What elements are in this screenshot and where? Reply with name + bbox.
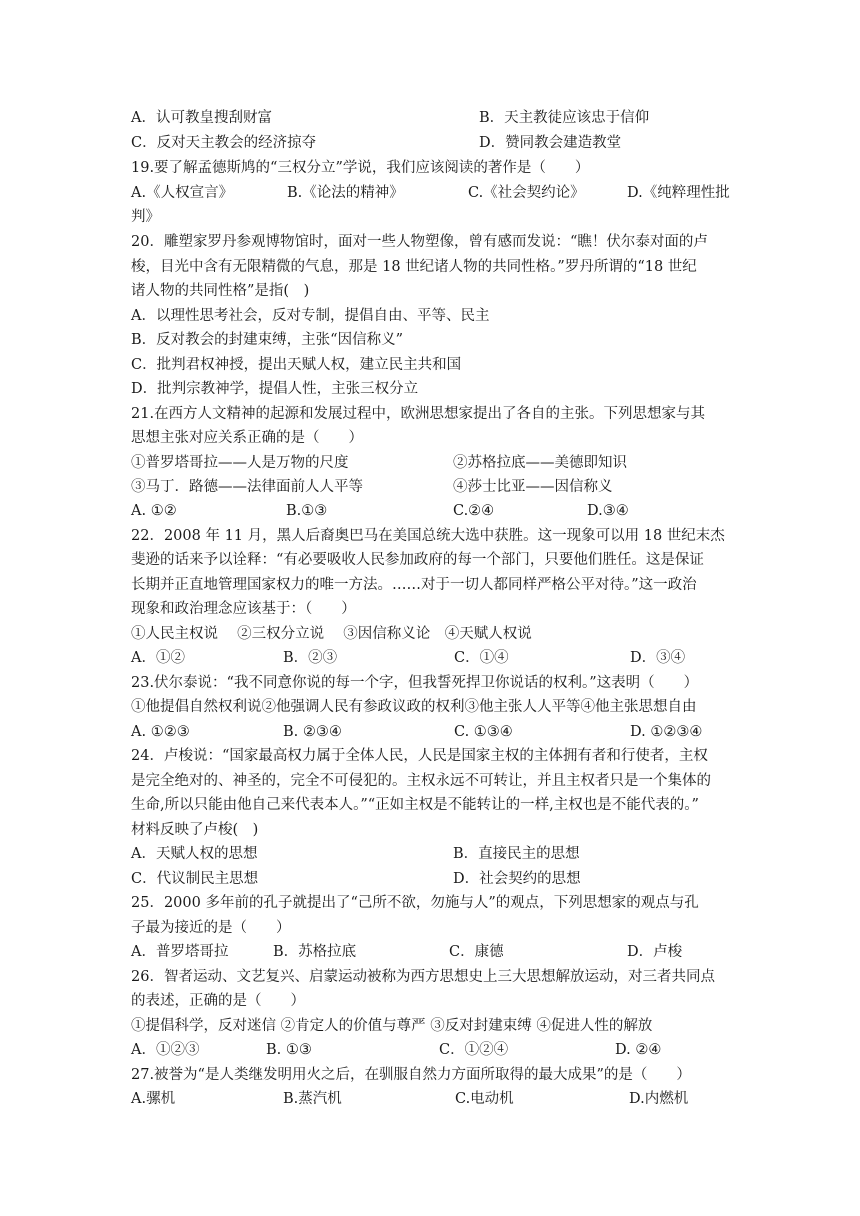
question-22-stem-line-3: 长期并正直地管理国家权力的唯一方法。……对于一切人都同样严格公平对待。”这一政治	[131, 577, 697, 593]
question-21-stem-line-1: 21.在西方人文精神的起源和发展过程中，欧洲思想家提出了各自的主张。下列思想家与其	[131, 406, 706, 422]
question-19-options-cont: 判》	[131, 209, 160, 225]
question-22-items: ①人民主权说 ②三权分立说 ③因信称义论 ④天赋人权说	[131, 626, 532, 642]
question-21-stem-line-2: 思想主张对应关系正确的是（ ）	[131, 430, 363, 446]
question-19-stem: 19.要了解孟德斯鸠的“三权分立”学说，我们应该阅读的著作是（ ）	[131, 160, 590, 176]
option-c: C. ①③④	[454, 724, 513, 740]
option-d: D．赞同教会建造教堂	[479, 135, 622, 151]
question-20-stem-line-1: 20．雕塑家罗丹参观博物馆时，面对一些人物塑像，曾有感而发说：“瞧！伏尔泰对面的卢	[131, 234, 708, 250]
question-23-stem: 23.伏尔泰说：“我不同意你说的每一个字，但我誓死捍卫你说话的权利。”这表明（ ）	[131, 675, 699, 691]
option-a: A．普罗塔哥拉	[131, 944, 229, 960]
option-b: B．直接民主的思想	[453, 846, 580, 862]
option-d: D.③④	[587, 503, 629, 519]
question-26-stem-line-1: 26．智者运动、文艺复兴、启蒙运动被称为西方思想史上三大思想解放运动，对三者共同点	[131, 969, 715, 985]
option-b: B. ②③④	[283, 724, 342, 740]
question-20-option-a: A．以理性思考社会，反对专制，提倡自由、平等、民主	[131, 308, 490, 324]
statement-item: ④莎士比亚——因信称义	[453, 479, 613, 495]
question-27-stem: 27.被誉为“是人类继发明用火之后，在驯服自然力方面所取得的最大成果”的是（ ）	[131, 1067, 691, 1083]
question-24-stem-line-1: 24．卢梭说：“国家最高权力属于全体人民，人民是国家主权的主体拥有者和行使者，主权	[131, 748, 708, 764]
option-b: B．天主教徒应该忠于信仰	[479, 110, 650, 126]
option-d: D．社会契约的思想	[453, 871, 581, 887]
option-a: A. ①②③	[131, 724, 190, 740]
option-d: D.《纯粹理性批	[627, 185, 730, 201]
option-a: A．认可教皇搜刮财富	[131, 110, 272, 126]
question-25-stem-line-2: 子最为接近的是（ ）	[131, 920, 291, 936]
question-26-items: ①提倡科学，反对迷信 ②肯定人的价值与尊严 ③反对封建束缚 ④促进人性的解放	[131, 1018, 653, 1034]
question-26-stem-line-2: 的表述，正确的是（ ）	[131, 993, 305, 1009]
question-23-items: ①他提倡自然权利说②他强调人民有参政议政的权利③他主张人人平等④他主张思想自由	[131, 699, 697, 715]
option-b: B.《论法的精神》	[287, 185, 404, 201]
question-25-stem-line-1: 25．2000 多年前的孔子就提出了“己所不欲，勿施与人”的观点，下列思想家的观点与孔	[131, 895, 699, 911]
option-d: D. ②④	[615, 1042, 662, 1058]
option-d: D. ①②③④	[630, 724, 703, 740]
statement-item: ③马丁．路德——法律面前人人平等	[131, 479, 363, 495]
option-c: C．①④	[454, 650, 509, 666]
option-c: C.电动机	[455, 1091, 514, 1107]
option-d: D．③④	[630, 650, 686, 666]
question-22-stem-line-1: 22．2008 年 11 月，黑人后裔奥巴马在美国总统大选中获胜。这一现象可以用 18 世纪末杰	[131, 528, 725, 544]
question-24-stem-line-4: 材料反映了卢梭( )	[131, 822, 259, 838]
question-20-stem-line-3: 诸人物的共同性格”是指( )	[131, 283, 310, 299]
option-d: D．卢梭	[627, 944, 683, 960]
option-c: C．代议制民主思想	[131, 871, 259, 887]
question-24-stem-line-2: 是完全绝对的、神圣的，完全不可侵犯的。主权永远不可转让，并且主权者只是一个集体的	[131, 773, 711, 789]
option-c: C．反对天主教会的经济掠夺	[131, 135, 317, 151]
option-c: C．①②④	[439, 1042, 509, 1058]
statement-item: ①普罗塔哥拉——人是万物的尺度	[131, 455, 349, 471]
question-22-stem-line-4: 现象和政治理念应该基于：（ ）	[131, 601, 356, 617]
option-a: A.骡机	[131, 1091, 176, 1107]
option-a: A．①②③	[131, 1042, 200, 1058]
option-c: C.《社会契约论》	[468, 185, 585, 201]
question-20-stem-line-2: 梭，目光中含有无限精微的气息，那是 18 世纪诸人物的共同性格。”罗丹所谓的“18 世纪	[131, 259, 697, 275]
option-b: B.蒸汽机	[283, 1091, 342, 1107]
option-b: B．苏格拉底	[273, 944, 357, 960]
option-b: B．②③	[283, 650, 338, 666]
question-24-stem-line-3: 生命,所以只能由他自己来代表本人。”“正如主权是不能转让的一样,主权也是不能代表的。”	[131, 797, 699, 813]
option-d: D.内燃机	[629, 1091, 689, 1107]
question-20-option-b: B．反对教会的封建束缚，主张“因信称义”	[131, 332, 403, 348]
option-a: A．①②	[131, 650, 185, 666]
option-a: A. ①②	[131, 503, 177, 519]
option-b: B. ①③	[266, 1042, 312, 1058]
question-22-stem-line-2: 斐逊的话来予以诠释：“有必要吸收人民参加政府的每一个部门，只要他们胜任。这是保证	[131, 552, 704, 568]
question-20-option-d: D．批判宗教神学，提倡人性，主张三权分立	[131, 381, 419, 397]
option-a: A．天赋人权的思想	[131, 846, 258, 862]
option-c: C.②④	[453, 503, 495, 519]
question-20-option-c: C．批判君权神授，提出天赋人权，建立民主共和国	[131, 357, 462, 373]
statement-item: ②苏格拉底——美德即知识	[453, 455, 627, 471]
option-c: C．康德	[449, 944, 504, 960]
option-b: B.①③	[286, 503, 328, 519]
option-a: A.《人权宣言》	[131, 185, 234, 201]
